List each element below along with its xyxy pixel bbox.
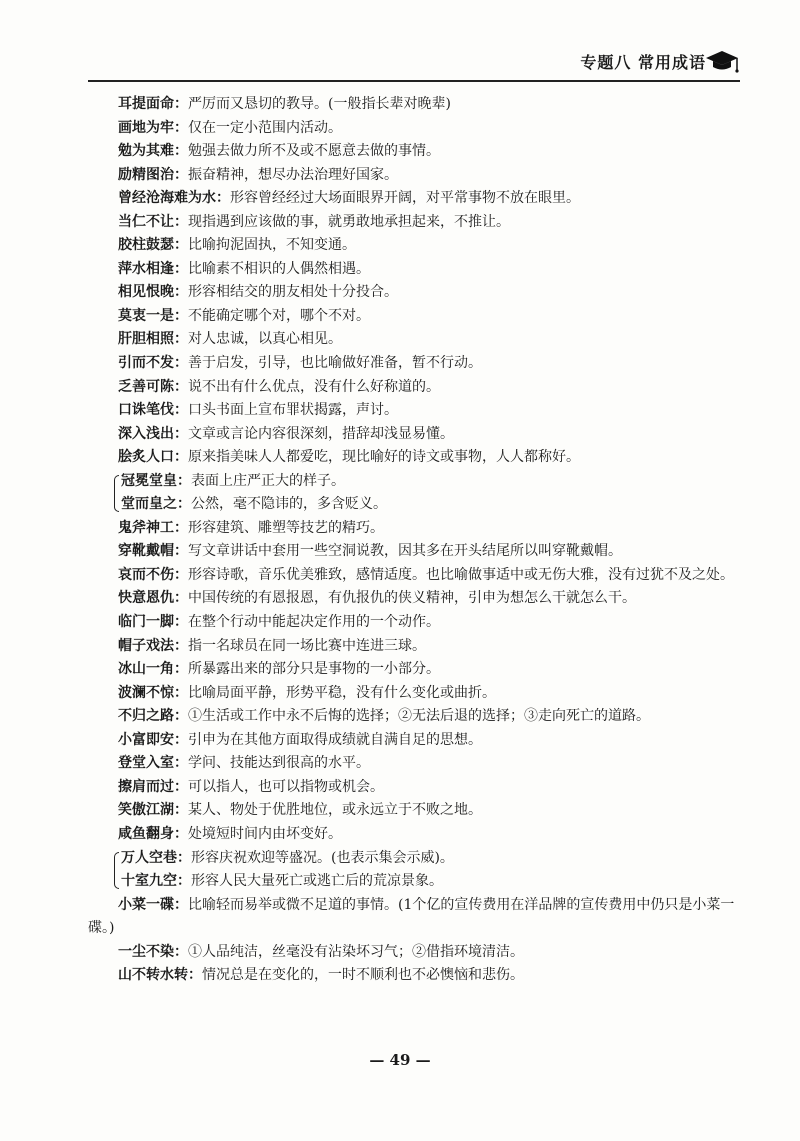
idiom-entry (88, 611, 740, 635)
idiom-definition: 不能确定哪个对，哪个不对。 (188, 307, 370, 324)
idiom-term: 波澜不惊： (118, 684, 188, 701)
idiom-entry (88, 281, 740, 305)
idiom-entry (88, 446, 740, 470)
idiom-definition: 形容建筑、雕塑等技艺的精巧。 (188, 519, 384, 536)
idiom-entry (88, 399, 740, 423)
idiom-term: 山不转水转： (118, 967, 202, 984)
idiom-definition: 形容人民大量死亡或逃亡后的荒凉景象。 (191, 873, 443, 890)
idiom-term: 乏善可陈： (118, 378, 188, 395)
idiom-entry (121, 870, 454, 894)
idiom-term: 冠冕堂皇： (121, 472, 191, 489)
idiom-entry (88, 682, 740, 706)
idiom-entry (88, 211, 740, 235)
idiom-entry (88, 941, 740, 965)
idiom-term: 深入浅出： (118, 425, 188, 442)
idiom-entry (88, 658, 740, 682)
idiom-entry (88, 823, 740, 847)
idiom-entry (88, 234, 740, 258)
idiom-term: 小菜一碟： (118, 896, 188, 913)
idiom-term: 励精图治： (118, 166, 188, 183)
idiom-definition: 形容相结交的朋友相处十分投合。 (188, 284, 398, 301)
idiom-entry (88, 517, 740, 541)
idiom-term: 当仁不让： (118, 213, 188, 230)
idiom-entry (88, 564, 740, 588)
idiom-definition: 在整个行动中能起决定作用的一个动作。 (188, 614, 440, 631)
idiom-term: 哀而不伤： (118, 566, 188, 583)
idiom-term: 相见恨晚： (118, 284, 188, 301)
idiom-term: 莫衷一是： (118, 307, 188, 324)
idiom-term: 引而不发： (118, 355, 188, 372)
idiom-entry (88, 258, 740, 282)
idiom-term: 不归之路： (118, 708, 188, 725)
brace (114, 475, 119, 512)
idiom-term: 小富即安： (118, 731, 188, 748)
page-number: — 49 — (369, 1051, 431, 1069)
idiom-definition: ①人品纯洁，丝毫没有沾染坏习气；②借指环境清洁。 (188, 943, 524, 960)
idiom-term: 萍水相逢： (118, 260, 188, 277)
idiom-definition: 形容庆祝欢迎等盛况。(也表示集会示威)。 (191, 849, 454, 866)
idiom-definition: 表面上庄严正大的样子。 (191, 472, 345, 489)
idiom-term: 笑傲江湖： (118, 802, 188, 819)
idiom-definition: 情况总是在变化的，一时不顺利也不必懊恼和悲伤。 (202, 967, 524, 984)
idiom-term: 耳提面命： (118, 96, 188, 112)
idiom-list (88, 93, 740, 988)
idiom-entry (121, 493, 387, 517)
idiom-term: 勉为其难： (118, 143, 188, 160)
brace (114, 852, 119, 889)
idiom-entry (121, 847, 454, 871)
idiom-entry (88, 776, 740, 800)
idiom-entry (88, 164, 740, 188)
idiom-definition: 比喻拘泥固执，不知变通。 (188, 237, 356, 254)
idiom-term: 肝胆相照： (118, 331, 188, 348)
idiom-definition: 所暴露出来的部分只是事物的一小部分。 (188, 661, 440, 678)
idiom-entry (88, 352, 740, 376)
idiom-entry (88, 729, 740, 753)
idiom-definition: 写文章讲话中套用一些空洞说教，因其多在开头结尾所以叫穿靴戴帽。 (188, 543, 622, 560)
idiom-entry (88, 93, 740, 117)
idiom-definition: 对人忠诚，以真心相见。 (188, 331, 342, 348)
idiom-term: 十室九空： (121, 873, 191, 890)
idiom-definition: 学问、技能达到很高的水平。 (188, 755, 370, 772)
idiom-term: 擦肩而过： (118, 778, 188, 795)
idiom-definition: 善于启发，引导，也比喻做好准备，暂不行动。 (188, 355, 482, 372)
idiom-definition: 现指遇到应该做的事，就勇敢地承担起来，不推让。 (188, 213, 510, 230)
page-header (88, 40, 740, 82)
idiom-term: 咸鱼翻身： (118, 825, 188, 842)
idiom-term: 临门一脚： (118, 614, 188, 631)
idiom-definition: 说不出有什么优点，没有什么好称道的。 (188, 378, 440, 395)
idiom-definition: 形容诗歌，音乐优美雅致，感情适度。也比喻做事适中或无伤大雅，没有过犹不及之处。 (188, 566, 734, 583)
idiom-definition: 仅在一定小范围内活动。 (188, 119, 342, 136)
idiom-term: 一尘不染： (118, 943, 188, 960)
idiom-definition: 处境短时间内由坏变好。 (188, 825, 342, 842)
idiom-term: 胶柱鼓瑟： (118, 237, 188, 254)
idiom-entry (88, 140, 740, 164)
idiom-term: 口诛笔伐： (118, 402, 188, 419)
idiom-definition: 严厉而又恳切的教导。(一般指长辈对晚辈) (188, 96, 451, 112)
idiom-definition: 形容曾经经过大场面眼界开阔，对平常事物不放在眼里。 (230, 190, 580, 207)
idiom-term: 万人空巷： (121, 849, 191, 866)
idiom-definition: 可以指人，也可以指物或机会。 (188, 778, 384, 795)
idiom-definition: 文章或言论内容很深刻，措辞却浅显易懂。 (188, 425, 454, 442)
idiom-entry (88, 894, 740, 941)
idiom-definition: 中国传统的有恩报恩，有仇报仇的侠义精神，引申为想怎么干就怎么干。 (188, 590, 636, 607)
idiom-term: 画地为牢： (118, 119, 188, 136)
idiom-entry (88, 752, 740, 776)
idiom-entry (88, 540, 740, 564)
idiom-definition: 口头书面上宣布罪状揭露，声讨。 (188, 402, 398, 419)
idiom-term: 快意恩仇： (118, 590, 188, 607)
idiom-entry (88, 328, 740, 352)
idiom-term: 脍炙人口： (118, 449, 188, 466)
idiom-term: 穿靴戴帽： (118, 543, 188, 560)
graduation-cap-icon (704, 46, 740, 74)
idiom-entry (88, 705, 740, 729)
idiom-definition: 公然，毫不隐讳的，多含贬义。 (191, 496, 387, 513)
idiom-entry (88, 187, 740, 211)
idiom-entry (88, 423, 740, 447)
idiom-definition: 勉强去做力所不及或不愿意去做的事情。 (188, 143, 440, 160)
idiom-definition: 振奋精神，想尽办法治理好国家。 (188, 166, 398, 183)
header-title: 专题八 常用成语 (580, 53, 706, 72)
idiom-pair-2 (114, 847, 740, 894)
idiom-entry (88, 376, 740, 400)
idiom-term: 帽子戏法： (118, 637, 188, 654)
idiom-entry (88, 964, 740, 988)
idiom-entry (88, 635, 740, 659)
idiom-definition: 原来指美味人人都爱吃，现比喻好的诗文或事物，人人都称好。 (188, 449, 580, 466)
idiom-definition: 指一名球员在同一场比赛中连进三球。 (188, 637, 426, 654)
idiom-term: 冰山一角： (118, 661, 188, 678)
idiom-term: 登堂入室： (118, 755, 188, 772)
idiom-definition: 比喻素不相识的人偶然相遇。 (188, 260, 370, 277)
idiom-term: 堂而皇之： (121, 496, 191, 513)
idiom-term: 鬼斧神工： (118, 519, 188, 536)
idiom-definition: ①生活或工作中永不后悔的选择；②无法后退的选择；③走向死亡的道路。 (188, 708, 650, 725)
idiom-pair-1 (114, 470, 740, 517)
idiom-entry (88, 117, 740, 141)
idiom-entry (88, 305, 740, 329)
idiom-definition: 比喻轻而易举或微不足道的事情。(1个亿的宣传费用在洋品牌的宣传费用中仍只是小菜一碟。) (88, 896, 735, 937)
idiom-entry (121, 470, 387, 494)
idiom-definition: 某人、物处于优胜地位，或永远立于不败之地。 (188, 802, 482, 819)
idiom-entry (88, 799, 740, 823)
idiom-entry (88, 587, 740, 611)
idiom-definition: 引申为在其他方面取得成绩就自满自足的思想。 (188, 731, 482, 748)
idiom-term: 曾经沧海难为水： (118, 190, 230, 207)
idiom-definition: 比喻局面平静，形势平稳，没有什么变化或曲折。 (188, 684, 496, 701)
